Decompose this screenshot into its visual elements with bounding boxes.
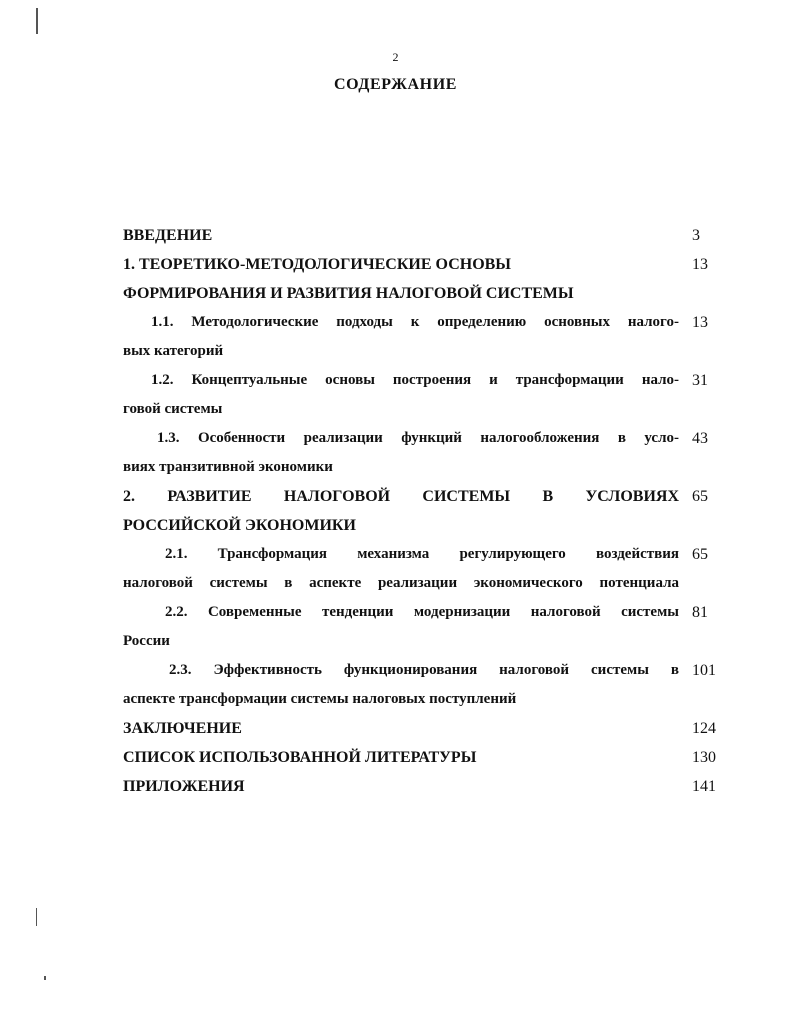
toc-entry-page: 13 bbox=[692, 256, 708, 273]
toc-entry-title-cont: виях транзитивной экономики bbox=[123, 459, 333, 475]
toc-entry-title: 1.3. Особенности реализации функций налогообложения в усло- bbox=[157, 430, 679, 446]
scan-mark bbox=[36, 8, 38, 34]
toc-entry-title: 1.2. Концептуальные основы построения и трансформации нало- bbox=[151, 372, 679, 388]
toc-entry-section-1-2[interactable] bbox=[123, 366, 723, 424]
toc-entry-title: 2.1. Трансформация механизма регулирующего воздействия bbox=[165, 546, 679, 562]
toc-entry-page: 124 bbox=[692, 720, 716, 737]
toc-entry-section-2-3[interactable] bbox=[123, 656, 723, 714]
table-of-contents bbox=[123, 221, 723, 801]
scan-mark bbox=[36, 908, 37, 926]
toc-entry-page: 31 bbox=[692, 372, 708, 389]
toc-entry-page: 81 bbox=[692, 604, 708, 621]
toc-entry-section-2-1[interactable] bbox=[123, 540, 723, 598]
toc-entry-references[interactable] bbox=[123, 743, 723, 772]
toc-entry-title: 2. РАЗВИТИЕ НАЛОГОВОЙ СИСТЕМЫ В УСЛОВИЯХ bbox=[123, 488, 679, 505]
toc-entry-title: 1. ТЕОРЕТИКО-МЕТОДОЛОГИЧЕСКИЕ ОСНОВЫ bbox=[123, 256, 512, 273]
toc-entry-chapter-1[interactable] bbox=[123, 250, 723, 308]
toc-entry-title-cont: РОССИЙСКОЙ ЭКОНОМИКИ bbox=[123, 517, 356, 534]
toc-entry-title: ЗАКЛЮЧЕНИЕ bbox=[123, 720, 242, 737]
toc-entry-title-cont: аспекте трансформации системы налоговых поступлений bbox=[123, 691, 517, 707]
page-title: СОДЕРЖАНИЕ bbox=[333, 76, 458, 93]
toc-entry-page: 130 bbox=[692, 749, 716, 766]
toc-entry-title-cont: вых категорий bbox=[123, 343, 224, 359]
toc-entry-title: 2.3. Эффективность функционирования налоговой системы в bbox=[169, 662, 679, 678]
toc-entry-section-1-1[interactable] bbox=[123, 308, 723, 366]
toc-entry-page: 43 bbox=[692, 430, 708, 447]
toc-entry-page: 65 bbox=[692, 546, 708, 563]
scan-mark bbox=[44, 976, 46, 980]
toc-entry-title-cont: России bbox=[123, 633, 170, 649]
toc-entry-title: ПРИЛОЖЕНИЯ bbox=[123, 778, 245, 795]
page-number: 2 bbox=[392, 50, 399, 64]
toc-entry-section-2-2[interactable] bbox=[123, 598, 723, 656]
toc-entry-title-cont: говой системы bbox=[123, 401, 223, 417]
toc-entry-page: 3 bbox=[692, 227, 700, 244]
toc-entry-appendices[interactable] bbox=[123, 772, 723, 801]
toc-entry-page: 65 bbox=[692, 488, 708, 505]
toc-entry-title: 2.2. Современные тенденции модернизации налоговой системы bbox=[165, 604, 679, 620]
toc-entry-title: 1.1. Методологические подходы к определению основных налого- bbox=[151, 314, 679, 330]
toc-entry-title-cont: ФОРМИРОВАНИЯ И РАЗВИТИЯ НАЛОГОВОЙ СИСТЕМЫ bbox=[123, 285, 574, 302]
toc-entry-chapter-2[interactable] bbox=[123, 482, 723, 540]
toc-entry-title-cont: налоговой системы в аспекте реализации экономического потенциала bbox=[123, 575, 679, 591]
toc-entry-title: СПИСОК ИСПОЛЬЗОВАННОЙ ЛИТЕРАТУРЫ bbox=[123, 749, 477, 766]
toc-entry-section-1-3[interactable] bbox=[123, 424, 723, 482]
toc-entry-page: 101 bbox=[692, 662, 716, 679]
toc-entry-page: 13 bbox=[692, 314, 708, 331]
toc-entry-conclusion[interactable] bbox=[123, 714, 723, 743]
toc-entry-title: ВВЕДЕНИЕ bbox=[123, 227, 213, 244]
toc-entry-page: 141 bbox=[692, 778, 716, 795]
toc-entry-intro[interactable] bbox=[123, 221, 723, 250]
